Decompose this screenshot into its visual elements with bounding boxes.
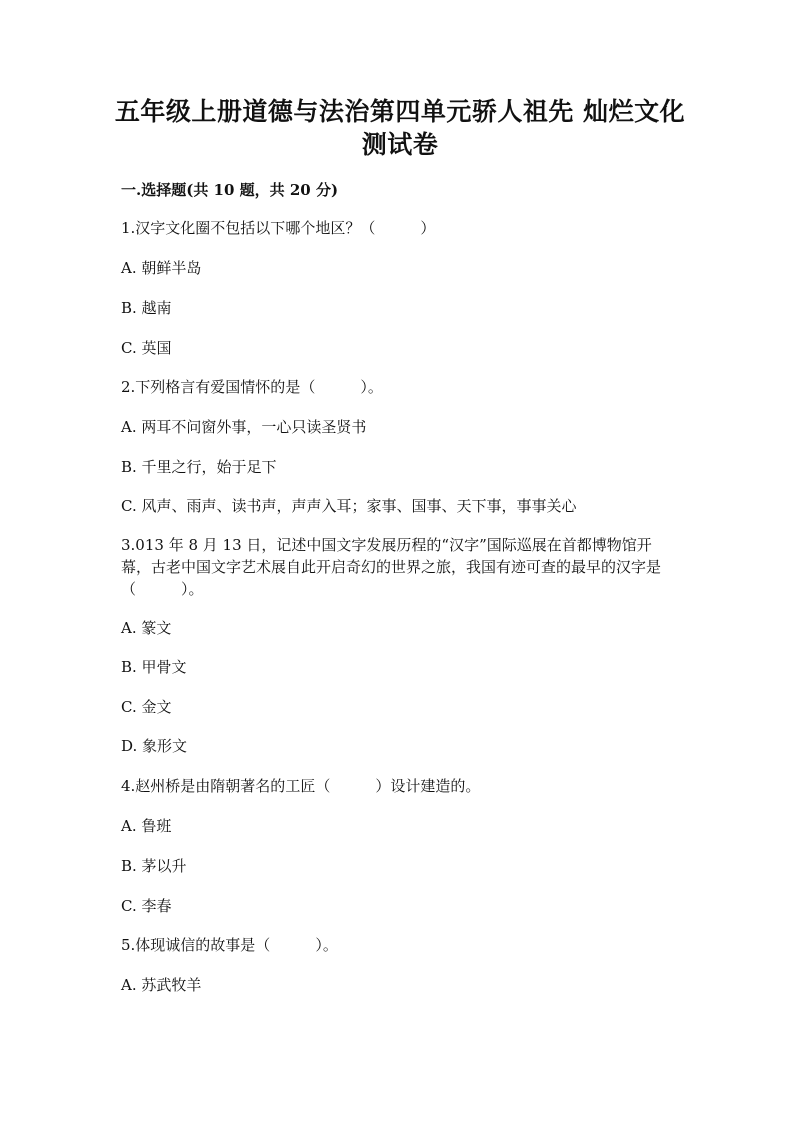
question-2-option-a: A. 两耳不问窗外事，一心只读圣贤书 (121, 418, 367, 436)
question-2-option-c: C. 风声、雨声、读书声，声声入耳；家事、国事、天下事，事事关心 (121, 497, 577, 515)
question-4-stem: 4.赵州桥是由隋朝著名的工匠（ ）设计建造的。 (121, 777, 481, 795)
question-2-stem: 2.下列格言有爱国情怀的是（ ）。 (121, 378, 383, 396)
section-heading: 一.选择题(共 10 题，共 20 分) (121, 181, 339, 199)
question-4-option-c: C. 李春 (121, 897, 172, 915)
question-3-stem: 3.013 年 8 月 13 日，记述中国文字发展历程的“汉字”国际巡展在首都博物馆开幕，古老中国文字艺术展自此开启奇幻的世界之旅，我国有迹可查的最早的汉字是（ ）。 (121, 536, 662, 598)
question-3-option-c: C. 金文 (121, 698, 172, 716)
question-1-option-b: B. 越南 (121, 299, 172, 317)
question-3-option-b: B. 甲骨文 (121, 658, 187, 676)
question-1-stem: 1.汉字文化圈不包括以下哪个地区？（ ） (121, 219, 436, 237)
question-4-option-a: A. 鲁班 (121, 817, 172, 835)
page-title-line-1: 五年级上册道德与法治第四单元骄人祖先 灿烂文化 (114, 97, 686, 126)
question-5-option-a: A. 苏武牧羊 (121, 976, 202, 994)
question-3-option-a: A. 篆文 (121, 619, 172, 637)
question-4-option-b: B. 茅以升 (121, 857, 187, 875)
question-5-stem: 5.体现诚信的故事是（ ）。 (121, 936, 338, 954)
question-3-option-d: D. 象形文 (121, 737, 188, 755)
question-2-option-b: B. 千里之行，始于足下 (121, 458, 277, 476)
page-title-line-2: 测试卷 (361, 130, 439, 159)
question-1-option-c: C. 英国 (121, 339, 172, 357)
question-1-option-a: A. 朝鲜半岛 (121, 259, 202, 277)
